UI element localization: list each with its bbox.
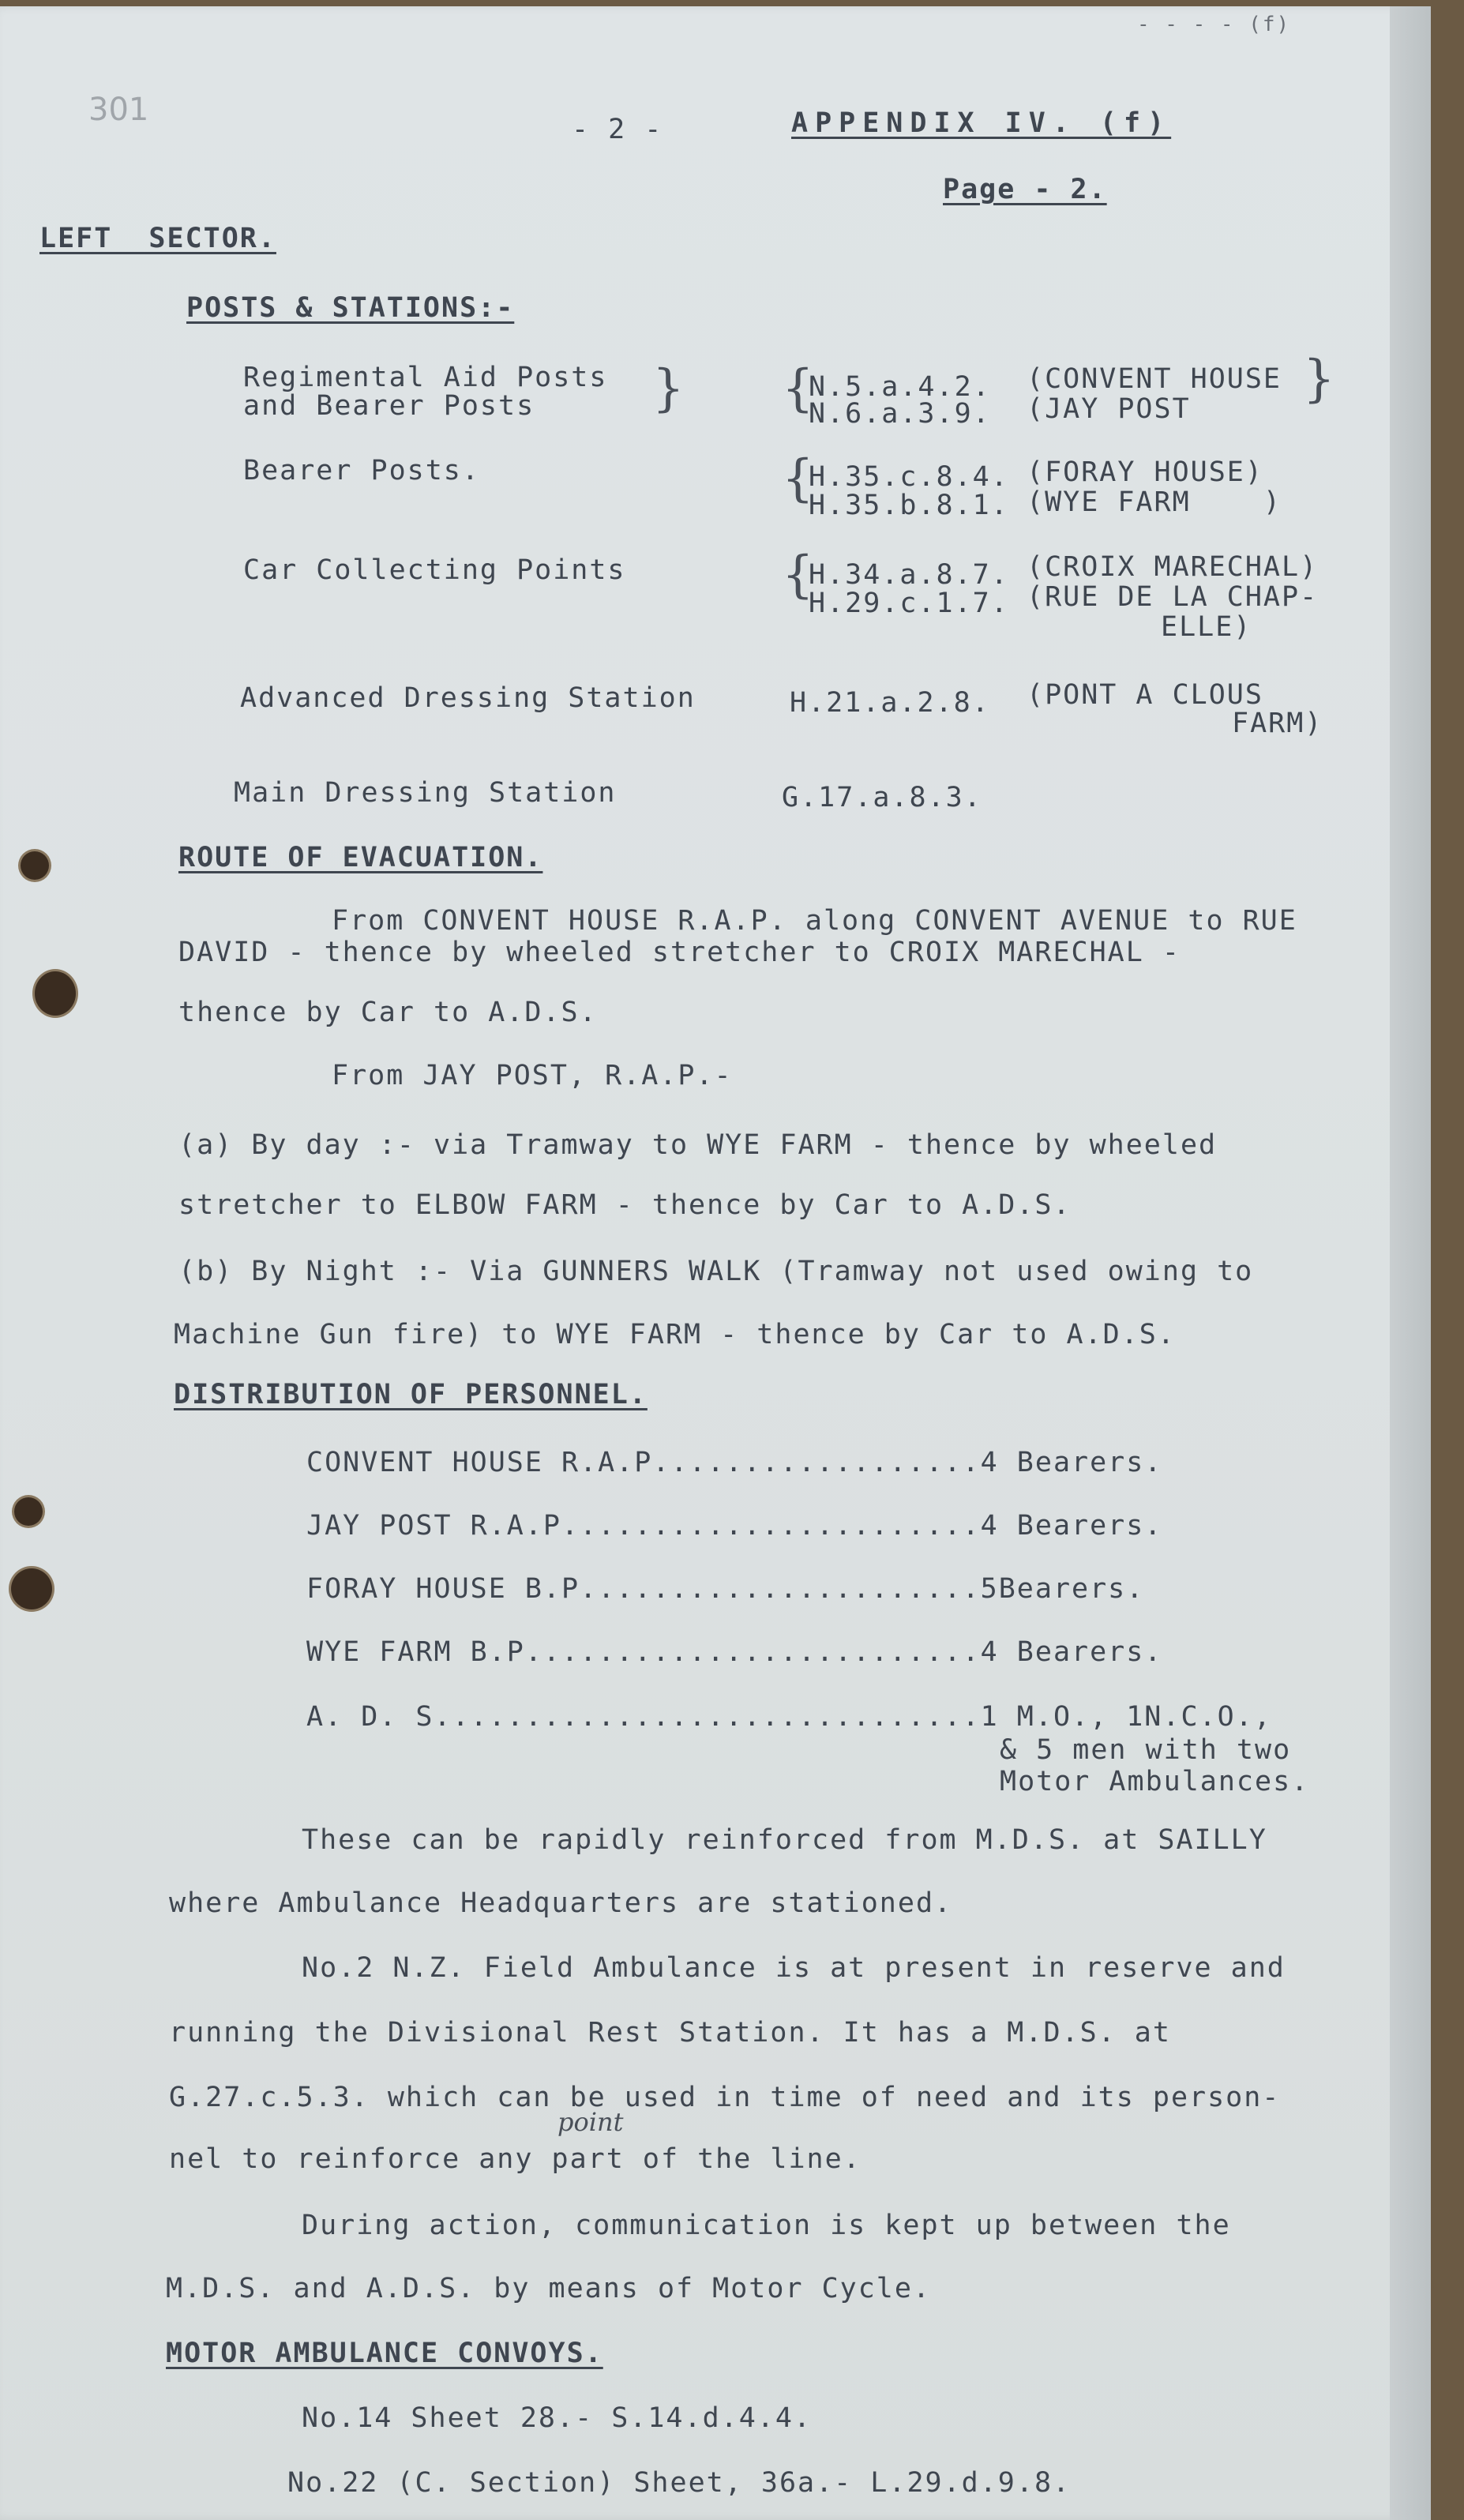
post-ref: H.21.a.2.8. (790, 687, 990, 719)
distribution-item: FORAY HOUSE B.P......................5Bearers. (306, 1573, 1145, 1605)
handwritten-correction: point (557, 2107, 624, 2137)
post-ref: H.29.c.1.7. (809, 588, 1009, 619)
post-label: and Bearer Posts (243, 390, 535, 422)
punch-hole (35, 971, 76, 1016)
route-line: thence by Car to A.D.S. (178, 997, 598, 1028)
page-number: - 2 - (572, 114, 663, 145)
post-name: (PONT A CLOUS (1027, 679, 1263, 711)
post-name: FARM) (1232, 708, 1323, 739)
distribution-item: A. D. S..............................1 M.O., 1N.C.O., (306, 1701, 1272, 1733)
post-ref: H.35.b.8.1. (809, 490, 1009, 521)
post-ref: H.34.a.8.7. (809, 559, 1009, 591)
route-line: DAVID - thence by wheeled stretcher to CROIX MARECHAL - (178, 937, 1181, 968)
sector-title: LEFT SECTOR. (39, 223, 276, 254)
top-fragment: - - - - (f) (1137, 13, 1291, 36)
route-line: (a) By day :- via Tramway to WYE FARM - thence by wheeled (178, 1129, 1218, 1161)
post-label: Car Collecting Points (243, 554, 626, 586)
post-name: (CROIX MARECHAL) (1027, 551, 1319, 583)
page-edge (1390, 6, 1431, 2520)
post-label: Bearer Posts. (243, 455, 480, 486)
punch-hole (11, 1568, 52, 1609)
brace-left: { (782, 546, 814, 604)
punch-hole (21, 851, 49, 880)
route-line: (b) By Night :- Via GUNNERS WALK (Tramway not used owing to (178, 1256, 1254, 1287)
page-label: Page - 2. (943, 174, 1107, 205)
note-line: These can be rapidly reinforced from M.D.S. at SAILLY (302, 1824, 1267, 1856)
brace-left: { (782, 359, 814, 418)
post-ref: G.17.a.8.3. (782, 782, 982, 813)
distribution-item: WYE FARM B.P.........................4 Bearers. (306, 1636, 1163, 1668)
post-ref: N.6.a.3.9. (809, 398, 991, 430)
punch-hole (14, 1497, 43, 1526)
post-ref: H.35.c.8.4. (809, 461, 1009, 493)
convoy-item: No.22 (C. Section) Sheet, 36a.- L.29.d.9.8. (287, 2467, 1072, 2499)
post-name: (JAY POST (1027, 393, 1191, 425)
pencil-page-number: 301 (88, 92, 149, 128)
post-name: (WYE FARM ) (1027, 486, 1282, 518)
route-line: From JAY POST, R.A.P.- (332, 1060, 733, 1091)
route-line: stretcher to ELBOW FARM - thence by Car to A.D.S. (178, 1189, 1072, 1221)
distribution-heading: DISTRIBUTION OF PERSONNEL. (174, 1379, 648, 1410)
brace-left: { (782, 449, 814, 508)
note-line: nel to reinforce any part of the line. (169, 2143, 862, 2175)
document-page (0, 6, 1431, 2520)
note-line: where Ambulance Headquarters are stationed. (169, 1887, 953, 1919)
post-name: (FORAY HOUSE) (1027, 456, 1263, 488)
distribution-item: Motor Ambulances. (1000, 1766, 1310, 1797)
post-name: ELLE) (1161, 611, 1252, 643)
brace-right: } (652, 359, 685, 418)
distribution-item: CONVENT HOUSE R.A.P..................4 Bearers. (306, 1447, 1163, 1478)
route-heading: ROUTE OF EVACUATION. (178, 842, 543, 873)
route-line: From CONVENT HOUSE R.A.P. along CONVENT AVENUE to RUE (332, 905, 1297, 937)
appendix-title: APPENDIX IV. (f) (791, 107, 1172, 139)
note-line: M.D.S. and A.D.S. by means of Motor Cycle. (166, 2273, 932, 2304)
post-label: Main Dressing Station (234, 777, 617, 809)
note-line: G.27.c.5.3. which can be used in time of need and its person- (169, 2082, 1281, 2113)
posts-heading: POSTS & STATIONS:- (186, 292, 515, 324)
route-line: Machine Gun fire) to WYE FARM - thence by Car to A.D.S. (174, 1319, 1176, 1350)
note-line: running the Divisional Rest Station. It has a M.D.S. at (169, 2017, 1171, 2049)
note-line: During action, communication is kept up between the (302, 2210, 1231, 2241)
distribution-item: JAY POST R.A.P.......................4 Bearers. (306, 1510, 1163, 1542)
convoy-item: No.14 Sheet 28.- S.14.d.4.4. (302, 2402, 813, 2434)
convoys-heading: MOTOR AMBULANCE CONVOYS. (166, 2338, 603, 2369)
note-line: No.2 N.Z. Field Ambulance is at present in reserve and (302, 1952, 1286, 1984)
post-label: Advanced Dressing Station (240, 682, 696, 714)
post-name: (CONVENT HOUSE (1027, 363, 1282, 395)
post-name: (RUE DE LA CHAP- (1027, 581, 1319, 613)
post-ref: N.5.a.4.2. (809, 371, 991, 403)
post-label: Regimental Aid Posts (243, 362, 608, 393)
distribution-item: & 5 men with two (1000, 1734, 1292, 1766)
brace-right: } (1303, 350, 1335, 408)
